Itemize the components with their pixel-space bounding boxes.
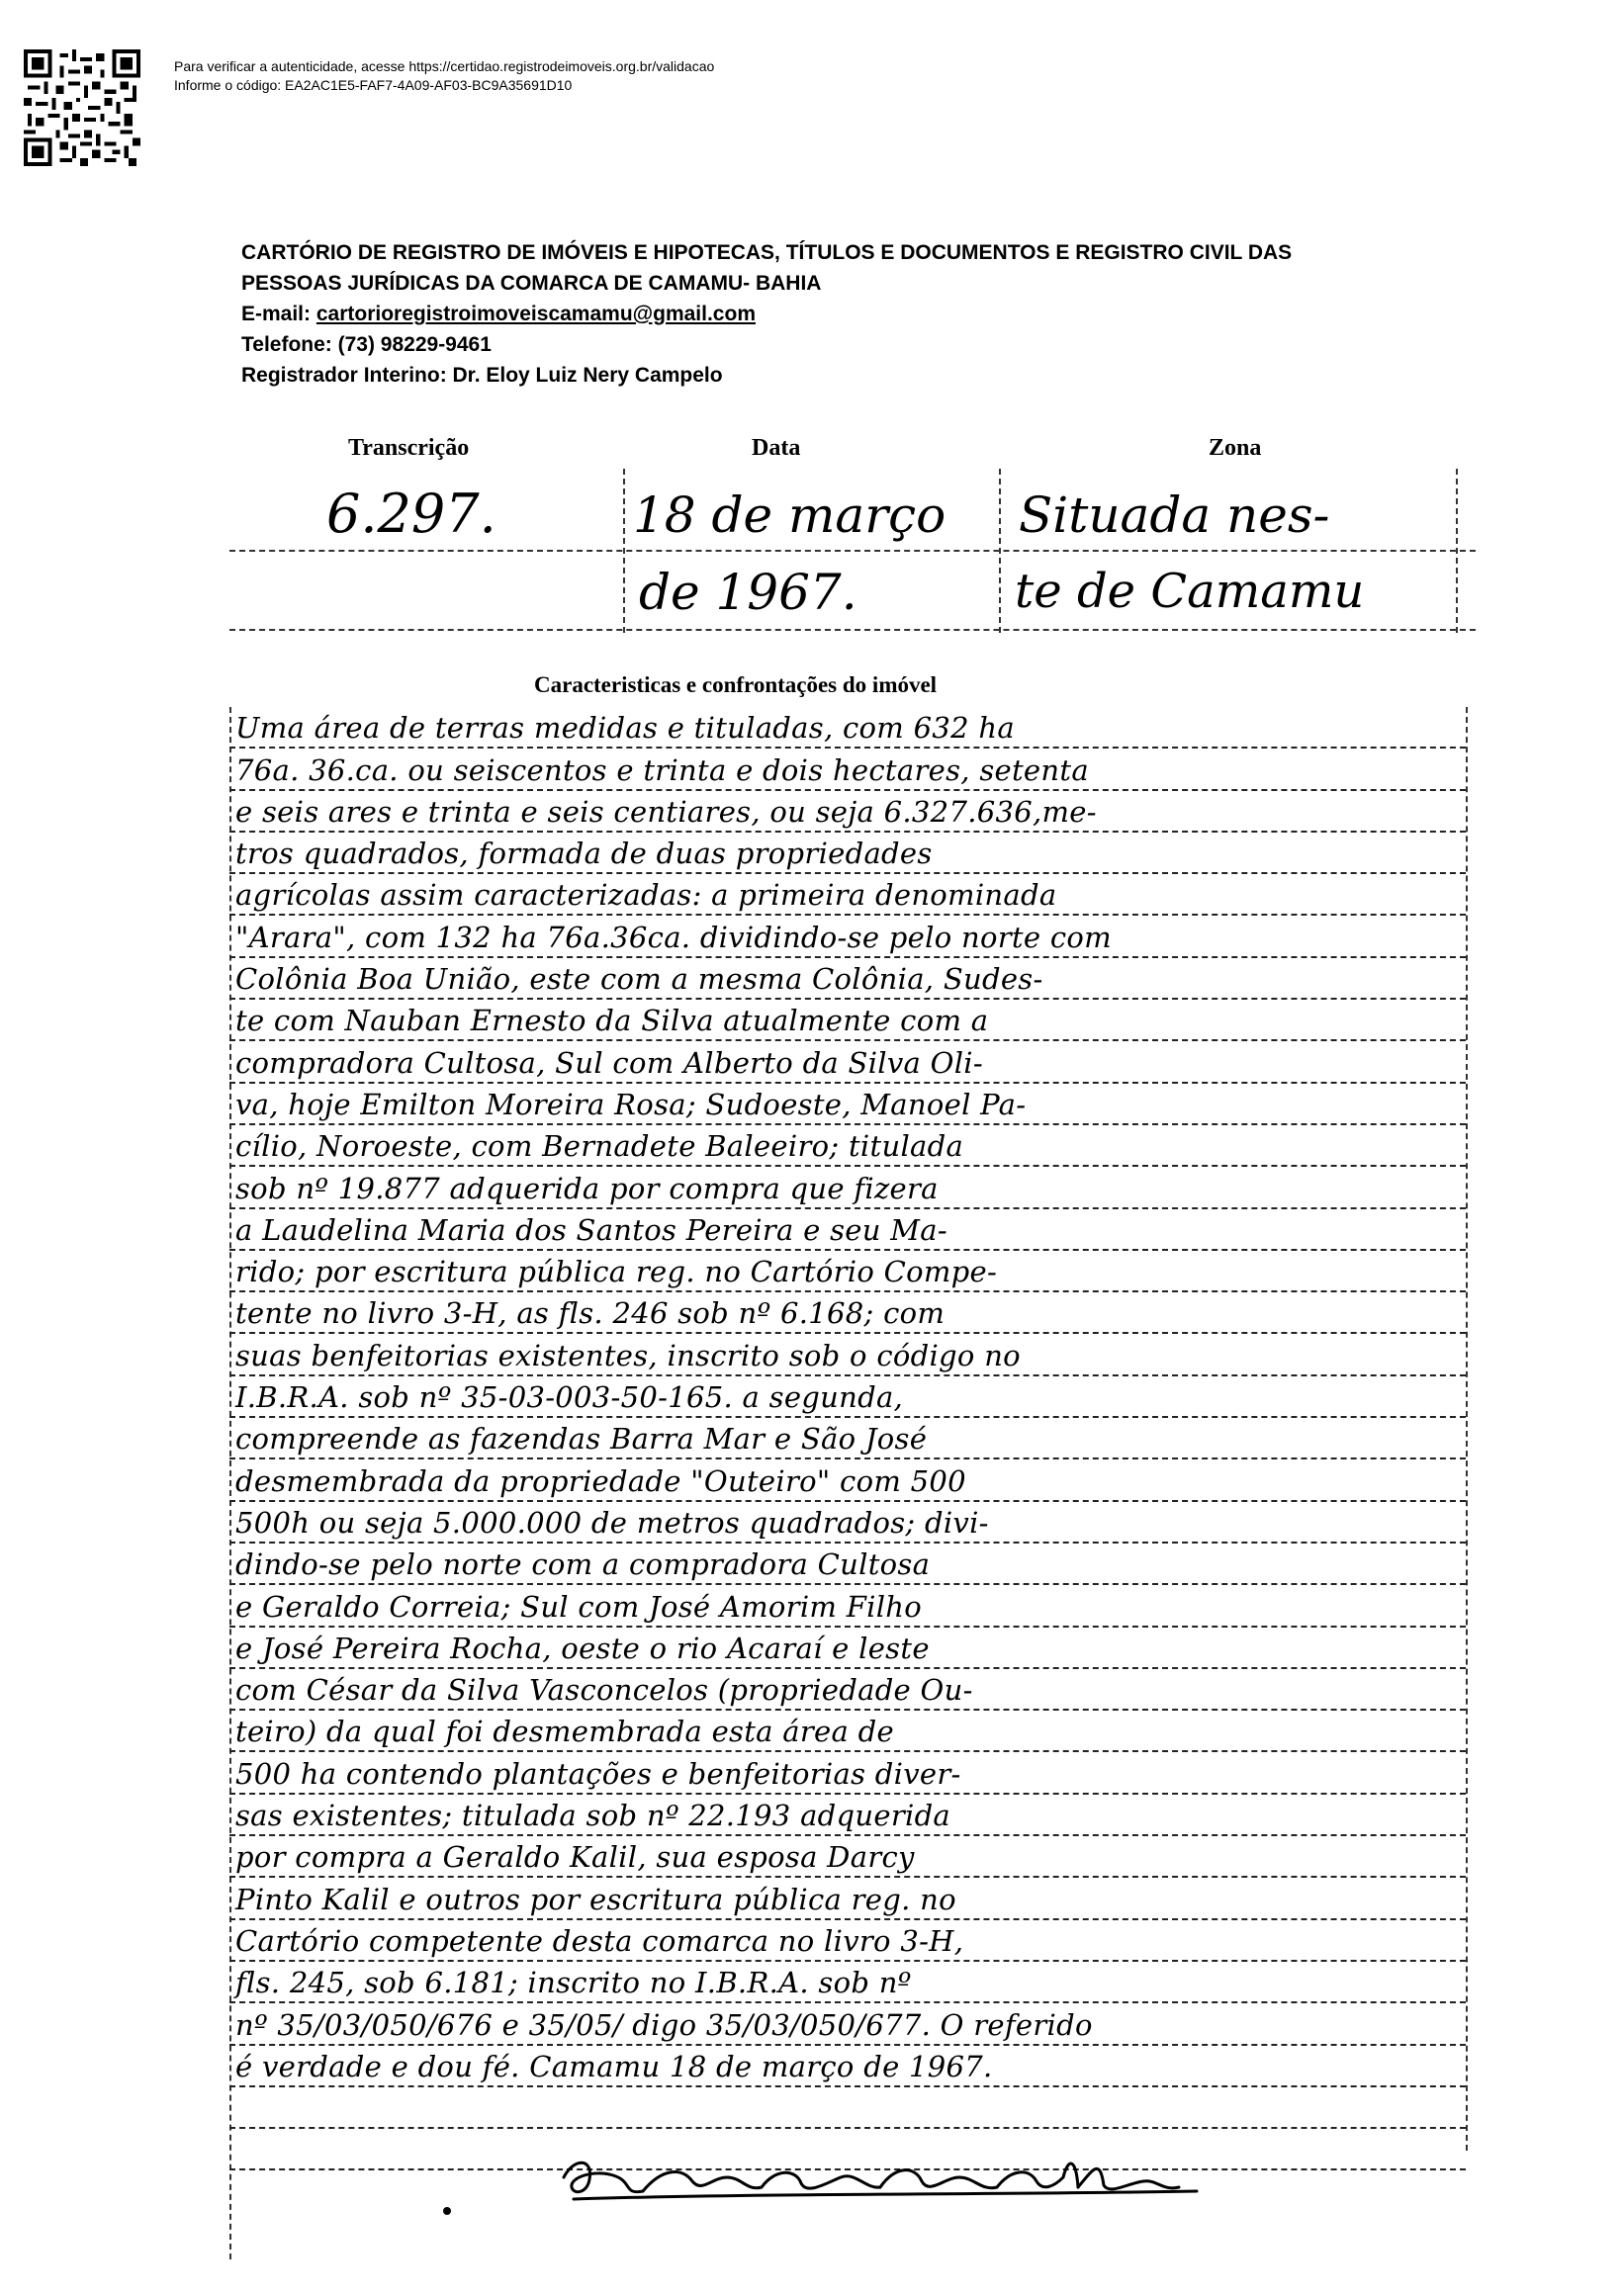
office-email [241,299,1292,329]
table-rule [229,550,1476,552]
margin-rule [1466,707,1468,2151]
text-line: cílio, Noroeste, com Bernadete Baleeiro; titulada [229,1125,1466,1167]
text-line: tente no livro 3-H, as fls. 246 sob nº 6.168; com [229,1292,1466,1334]
verification-code-line: Informe o código: EA2AC1E5-FAF7-4A09-AF03-BC9A35691D10 [174,77,573,93]
office-phone: Telefone: (73) 98229-9461 [241,333,492,356]
characteristics-text [229,707,1466,2170]
text-line [229,2087,1466,2129]
text-line: Colônia Boa União, este com a mesma Colônia, Sudes- [229,958,1466,1000]
text-line: nº 35/03/050/676 e 35/05/ digo 35/03/050/677. O referido [229,2003,1466,2045]
table-rule [229,629,1476,631]
text-line: 500h ou seja 5.000.000 de metros quadrados; divi- [229,1502,1466,1544]
text-line: agrícolas assim caracterizadas: a primeira denominada [229,874,1466,916]
text-line: com César da Silva Vasconcelos (propriedade Ou- [229,1669,1466,1711]
text-line: "Arara", com 132 ha 76a.36ca. dividindo-se pelo norte com [229,916,1466,957]
text-line: é verdade e dou fé. Camamu 18 de março de 1967. [229,2046,1466,2087]
verification-notice [174,57,714,95]
text-line: a Laudelina Maria dos Santos Pereira e seu Ma- [229,1209,1466,1251]
text-line: suas benfeitorias existentes, inscrito sob o código no [229,1334,1466,1375]
office-name-line2: PESSOAS JURÍDICAS DA COMARCA DE CAMAMU- BAHIA [241,272,822,295]
text-line: va, hoje Emilton Moreira Rosa; Sudoeste, Manoel Pa- [229,1084,1466,1125]
text-line: desmembrada da propriedade "Outeiro" com 500 [229,1459,1466,1501]
column-heading-data: Data [752,435,801,461]
column-heading-zona: Zona [1209,435,1262,461]
text-line: e José Pereira Rocha, oeste o rio Acaraí e leste [229,1628,1466,1669]
email-label: E-mail: [241,303,316,325]
text-line: compreende as fazendas Barra Mar e São José [229,1418,1466,1459]
transcricao-value: 6.297. [326,483,496,545]
data-value-line1: 18 de março [633,486,946,544]
email-link[interactable]: cartorioregistroimoveiscamamu@gmail.com [315,303,756,325]
text-line: 76a. 36.ca. ou seiscentos e trinta e dois hectares, setenta [229,749,1466,790]
qr-code [24,49,140,166]
text-line: tros quadrados, formada de duas propriedades [229,833,1466,874]
data-value-line2: de 1967. [639,564,857,621]
text-line: teiro) da qual foi desmembrada esta área de [229,1711,1466,1752]
text-line: rido; por escritura pública reg. no Cartório Compe- [229,1251,1466,1292]
text-line: sas existentes; titulada sob nº 22.193 adquerida [229,1795,1466,1836]
zona-value-line1: Situada nes- [1019,486,1330,544]
text-line: sob nº 19.877 adquerida por compra que fizera [229,1167,1466,1208]
text-line: 500 ha contendo plantações e benfeitorias diver- [229,1752,1466,1794]
text-line: fls. 245, sob 6.181; inscrito no I.B.R.A. sob nº [229,1962,1466,2003]
text-line: compradora Cultosa, Sul com Alberto da Silva Oli- [229,1041,1466,1083]
text-line: Pinto Kalil e outros por escritura pública reg. no [229,1878,1466,1919]
verification-url-line: Para verificar a autenticidade, acesse https://certidao.registrodeimoveis.org.br/validacao [174,58,715,74]
text-line: Uma área de terras medidas e tituladas, com 632 ha [229,707,1466,749]
text-line: te com Nauban Ernesto da Silva atualmente com a [229,1000,1466,1041]
ink-dot [443,2207,451,2215]
column-heading-transcricao: Transcrição [348,435,470,461]
registry-header [241,237,1292,391]
registrar-signature [554,2148,1246,2212]
office-name-line1: CARTÓRIO DE REGISTRO DE IMÓVEIS E HIPOTECAS, TÍTULOS E DOCUMENTOS E REGISTRO CIVIL DAS [241,241,1293,264]
text-line: Cartório competente desta comarca no livro 3-H, [229,1920,1466,1962]
zona-value-line2: te de Camamu [1015,564,1365,619]
text-line: e Geraldo Correia; Sul com José Amorim Filho [229,1585,1466,1627]
text-line: e seis ares e trinta e seis centiares, ou seja 6.327.636,me- [229,791,1466,833]
characteristics-title: Caracteristicas e confrontações do imóvel [534,672,938,697]
text-line: por compra a Geraldo Kalil, sua esposa Darcy [229,1836,1466,1878]
office-registrar: Registrador Interino: Dr. Eloy Luiz Nery Campelo [241,364,723,387]
text-line: dindo-se pelo norte com a compradora Cultosa [229,1544,1466,1585]
text-line: I.B.R.A. sob nº 35-03-003-50-165. a segunda, [229,1376,1466,1418]
